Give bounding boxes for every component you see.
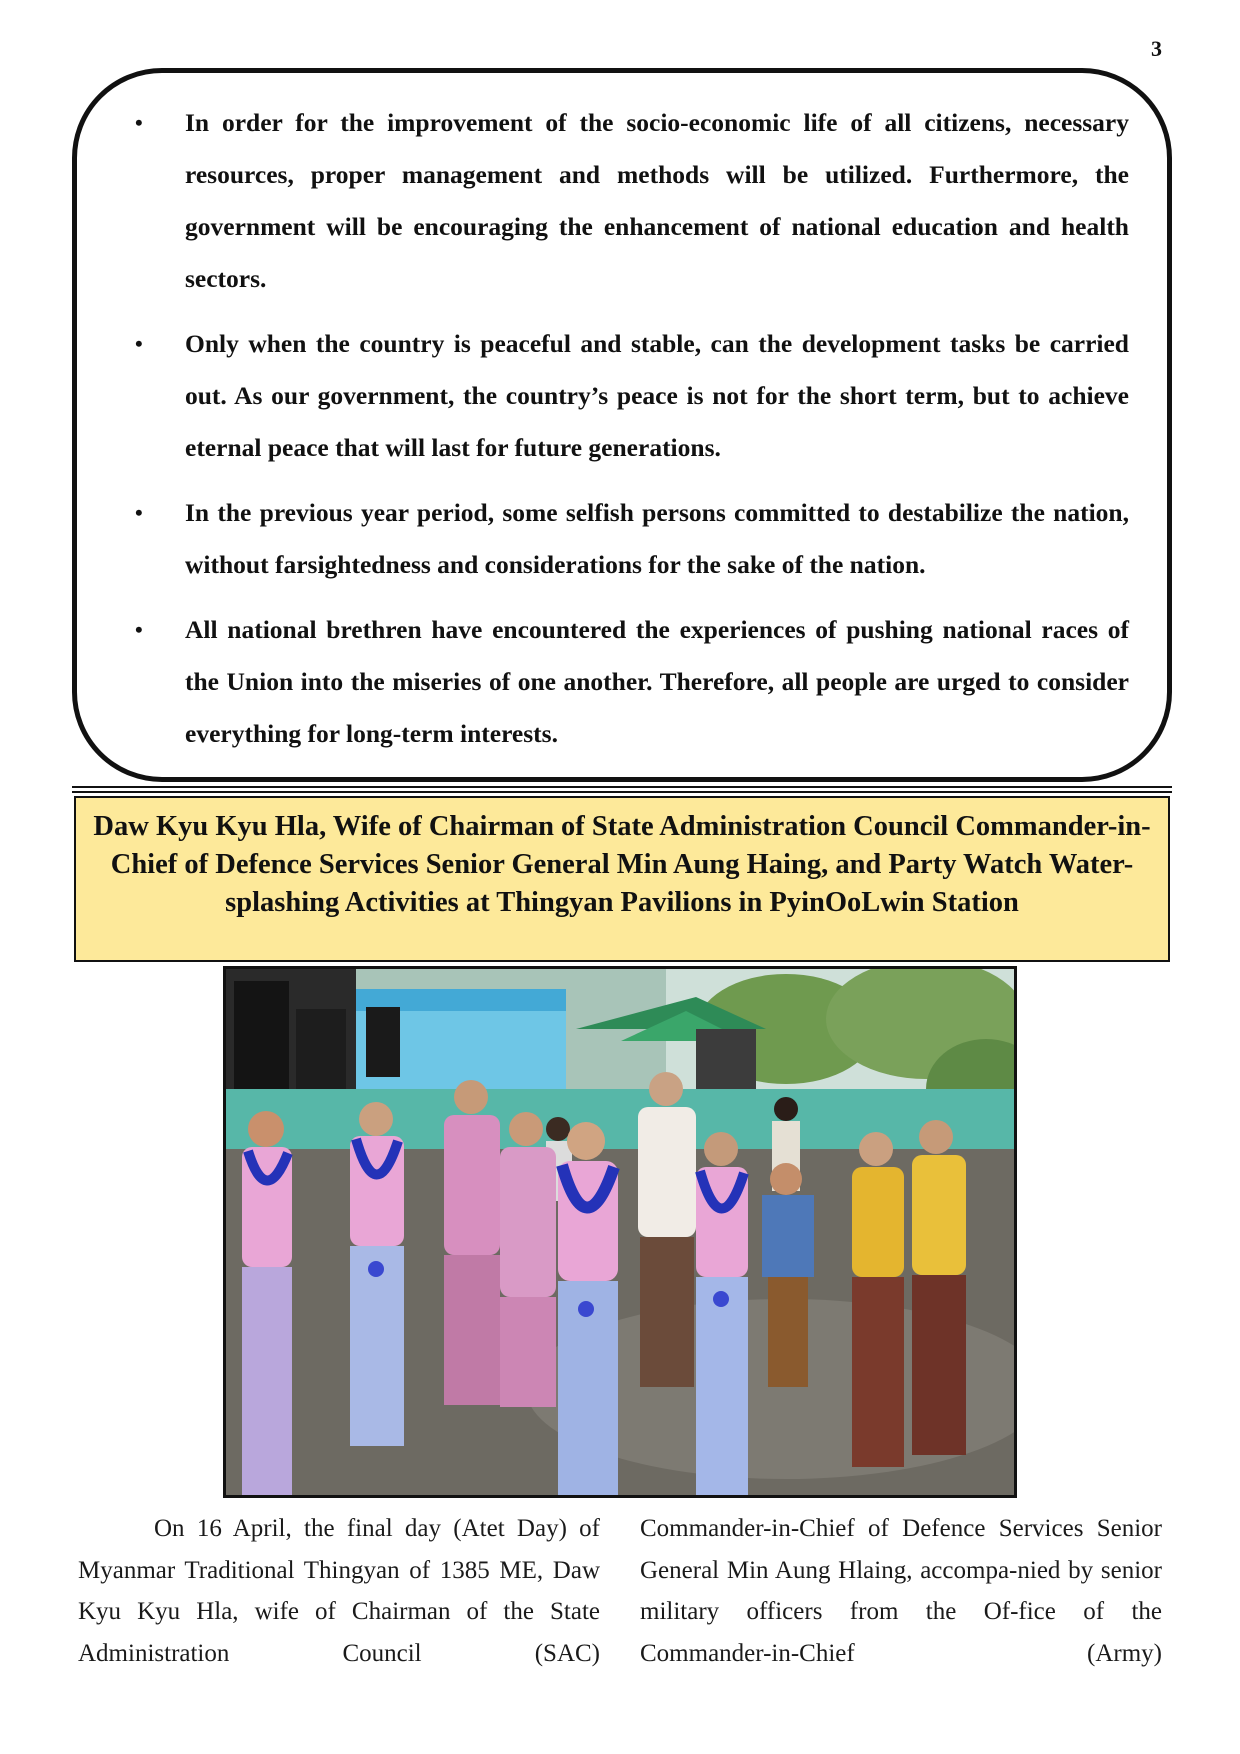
section-divider [72, 791, 1172, 793]
summary-bullet-text: In the previous year period, some selfish persons committed to destabilize the nation, without farsightedness and considerations for the sake of the nation. [185, 498, 1129, 579]
article-column-left [78, 1508, 600, 1674]
bullet-icon: • [135, 331, 143, 356]
page-number: 3 [1151, 36, 1162, 61]
summary-bullet-text: In order for the improvement of the socio-economic life of all citizens, necessary resources, proper management and methods will be utilized. Furthermore, the government will be encouraging the enhancement of national education and health sectors. [185, 108, 1129, 293]
bullet-icon: • [135, 110, 143, 135]
summary-bullet-text: Only when the country is peaceful and stable, can the development tasks be carried out. As our government, the country’s peace is not for the short term, but to achieve eternal peace that will last for future generations. [185, 329, 1129, 462]
bullet-icon: • [135, 500, 143, 525]
headline-text: Daw Kyu Kyu Hla, Wife of Chairman of State Administration Council Commander-in-Chief of Defence Services Senior General Min Aung Haing, and Party Watch Water-splashing Activities at Thingyan Pavilions in PyinOoLwin Station [93, 811, 1151, 918]
article-paragraph: On 16 April, the final day (Atet Day) of Myanmar Traditional Thingyan of 1385 ME, Daw Kyu Kyu Hla, wife of Chairman of the State Administration Council (SAC) [78, 1515, 600, 1667]
article-column-right [640, 1508, 1162, 1674]
thingyan-dance-photo [226, 969, 1014, 1495]
summary-bullet-item [107, 487, 1129, 591]
event-photo [223, 966, 1017, 1498]
summary-bullet-item [107, 604, 1129, 760]
bullet-icon: • [135, 617, 143, 642]
article-paragraph: Commander-in-Chief of Defence Services Senior General Min Aung Hlaing, accompa-nied by senior military officers from the Of-fice of the Commander-in-Chief (Army) [640, 1515, 1162, 1667]
summary-bullet-list [107, 97, 1129, 760]
summary-bullet-text: All national brethren have encountered the experiences of pushing national races of the Union into the miseries of one another. Therefore, all people are urged to consider everything for long-term interests. [185, 615, 1129, 748]
summary-box [72, 68, 1172, 782]
article-headline [74, 796, 1170, 962]
summary-bullet-item [107, 318, 1129, 474]
summary-bullet-item [107, 97, 1129, 305]
section-divider [72, 786, 1172, 788]
